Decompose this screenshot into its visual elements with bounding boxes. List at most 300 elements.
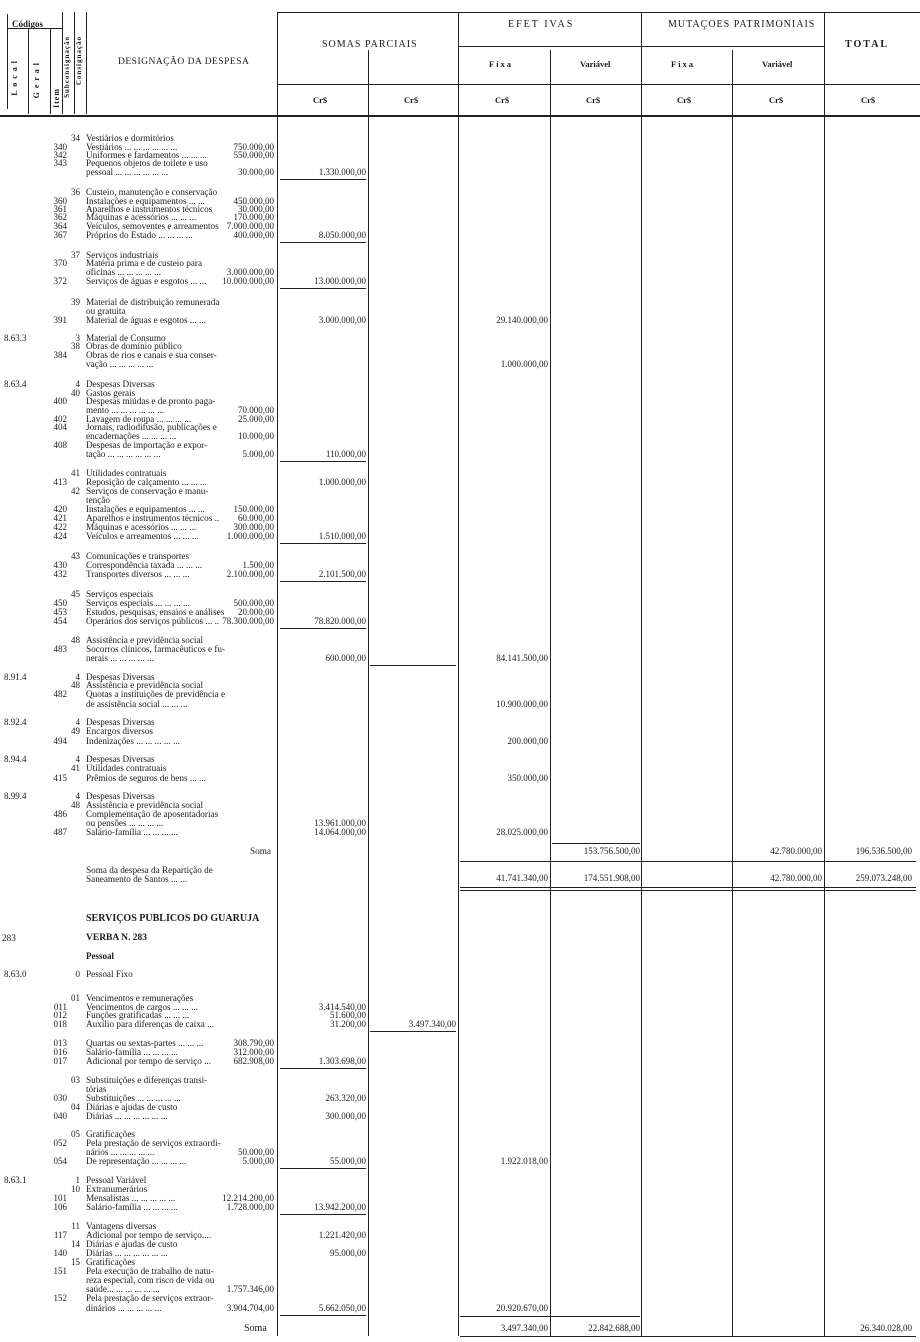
local-code: 8.92.4 bbox=[4, 717, 27, 727]
expense-description: Assistência e previdência social bbox=[86, 800, 204, 810]
subtotal-rule bbox=[280, 1068, 366, 1069]
expense-description: Despesas de importação e expor- bbox=[86, 440, 208, 450]
expense-description: tenção bbox=[86, 495, 110, 505]
amount-c1: 1.728.000,00 bbox=[226, 1202, 274, 1212]
expense-description: Serviços industriais bbox=[86, 250, 159, 260]
expense-description: Vencimentos de cargos ... ... ... bbox=[86, 1002, 199, 1012]
header-somas-parciais: SOMAS PARCIAIS bbox=[322, 39, 418, 50]
expense-description: Comunicações e transportes bbox=[86, 551, 190, 561]
consignacao-code: 4 bbox=[75, 672, 80, 682]
expense-description: Extranumerários bbox=[86, 1184, 148, 1194]
item-code: 430 bbox=[53, 560, 67, 570]
expense-description: Despesas miúdas e de pronto paga- bbox=[86, 396, 216, 406]
consignacao-code: 4 bbox=[75, 717, 80, 727]
header-fixa-2: Fixa bbox=[671, 59, 696, 69]
item-code: 424 bbox=[53, 531, 67, 541]
amount-c1: 10.000,00 bbox=[238, 431, 274, 441]
expense-description: Pequenos objetos de toilete e uso bbox=[86, 158, 208, 168]
reparticao-c6: 42.780.000,00 bbox=[770, 873, 822, 883]
currency-c5: Cr$ bbox=[677, 95, 692, 105]
amount-c1: 78.300.000,00 bbox=[222, 616, 274, 626]
item-code: 482 bbox=[53, 689, 67, 699]
consignacao-code: 34 bbox=[71, 133, 80, 143]
expense-description: Instalações e equipamentos ... ... bbox=[86, 504, 205, 514]
expense-description: Serviços de águas e esgotos ... ... bbox=[86, 276, 207, 286]
amount-c2: 78.820.000,00 bbox=[314, 616, 366, 626]
amount-c1: 25.000,00 bbox=[238, 414, 274, 424]
header-geral: G e r a l bbox=[32, 62, 41, 99]
expense-description: Pela prestação de serviços extraordi- bbox=[86, 1138, 221, 1148]
header-total: TOTAL bbox=[845, 39, 890, 50]
consignacao-code: 15 bbox=[71, 1257, 80, 1267]
currency-c6: Cr$ bbox=[769, 95, 784, 105]
consignacao-code: 14 bbox=[71, 1239, 80, 1249]
col-rule-geral bbox=[28, 28, 29, 114]
amount-c1: 70.000,00 bbox=[238, 405, 274, 415]
amount-c2: 31.200,00 bbox=[330, 1019, 366, 1029]
subtotal-rule bbox=[280, 581, 366, 582]
expense-description: saúde... ... ... ... ... ... bbox=[86, 1284, 160, 1294]
consignacao-code: 4 bbox=[75, 791, 80, 801]
header-efetivas: EFET IVAS bbox=[508, 19, 575, 30]
currency-c3: Cr$ bbox=[495, 95, 510, 105]
local-code: 8.99.4 bbox=[4, 791, 27, 801]
consignacao-code: 03 bbox=[71, 1075, 80, 1085]
col-rule-c3 bbox=[458, 12, 459, 1336]
amount-c2: 1.330.000,00 bbox=[318, 167, 366, 177]
amount-c1: 3.000.000,00 bbox=[226, 267, 274, 277]
expense-description: Diárias ... ... ... ... ... ... bbox=[86, 1111, 168, 1121]
header-item: Item bbox=[52, 88, 61, 108]
item-code: 140 bbox=[53, 1248, 67, 1258]
amount-c2: 51.600,00 bbox=[330, 1010, 366, 1020]
item-code: 054 bbox=[53, 1156, 67, 1166]
expense-description: dinários ... ... ... ... ... bbox=[86, 1303, 162, 1313]
subtotal-rule bbox=[280, 628, 366, 629]
expense-description: vação ... ... ... ... ... bbox=[86, 359, 154, 369]
expense-description: Máquinas e acessórios ... ... ... bbox=[86, 522, 197, 532]
header-rule-top bbox=[278, 12, 920, 13]
consignacao-code: 4 bbox=[75, 379, 80, 389]
reparticao-rule-bottom bbox=[460, 887, 916, 888]
expense-description: Serviços especiais ... ... ... ... bbox=[86, 598, 190, 608]
reparticao-c7: 259.073.248,00 bbox=[855, 873, 912, 883]
item-code: 483 bbox=[53, 644, 67, 654]
local-code: 8.94.4 bbox=[4, 754, 27, 764]
expense-description: nerais ... ... ... ... ... bbox=[86, 653, 154, 663]
item-code: 454 bbox=[53, 616, 67, 626]
consignacao-code: 39 bbox=[71, 297, 80, 307]
item-code: 391 bbox=[53, 315, 67, 325]
soma2-c7: 26.340.028,00 bbox=[860, 1323, 912, 1333]
amount-c2: 13.000.000,00 bbox=[314, 276, 366, 286]
expense-description: Veículos e arreamentos ... ... ... bbox=[86, 531, 199, 541]
pessoal-heading: Pessoal bbox=[86, 951, 114, 961]
amount-c4: 350.000,00 bbox=[507, 773, 548, 783]
expense-description: Substituições e diferenças transi- bbox=[86, 1075, 208, 1085]
header-codigos: Códigos bbox=[12, 19, 44, 29]
expense-description: Mensalistas ... ... ... ... ... bbox=[86, 1193, 176, 1203]
expense-description: Salário-família ... ... ... ... bbox=[86, 1202, 178, 1212]
expense-description: Gratificações bbox=[86, 1129, 135, 1139]
expense-description: Máquinas e acessórios ... ... ... bbox=[86, 212, 197, 222]
expense-description: Encargos diversos bbox=[86, 726, 153, 736]
amount-c4: 20.920.670,00 bbox=[496, 1303, 548, 1313]
soma-rule-c4 bbox=[552, 843, 640, 844]
amount-c1: 60.000,00 bbox=[238, 513, 274, 523]
item-code: 486 bbox=[53, 809, 67, 819]
item-code: 384 bbox=[53, 350, 67, 360]
consignacao-code: 10 bbox=[71, 1184, 80, 1194]
expense-description: Uniformes e fardamentos ... ... ... bbox=[86, 150, 207, 160]
expense-description: reza especial, com risco de vida ou bbox=[86, 1275, 215, 1285]
expense-description: Aparelhos e instrumentos técnicos bbox=[86, 204, 213, 214]
expense-description: Complementação de aposentadorias bbox=[86, 809, 219, 819]
expense-description: Transportes diversos ... ... ... bbox=[86, 569, 190, 579]
col-rule-c1 bbox=[277, 12, 278, 1336]
consignacao-code: 42 bbox=[71, 486, 80, 496]
expense-description: Assistência e previdência social bbox=[86, 680, 204, 690]
soma-c6: 42.780.000,00 bbox=[770, 846, 822, 856]
expense-description: Salário-família ... ... ... ... bbox=[86, 1047, 178, 1057]
consignacao-code: 49 bbox=[71, 726, 80, 736]
expense-description: Próprios do Estado ... ... ... ... bbox=[86, 230, 193, 240]
consignacao-code: 11 bbox=[71, 1221, 80, 1231]
reparticao-rule-bottom-2 bbox=[460, 890, 916, 891]
amount-c1: 5.000,00 bbox=[242, 1156, 274, 1166]
amount-c4: 28.025.000,00 bbox=[496, 827, 548, 837]
expense-description: de assistência social ... ... ... bbox=[86, 699, 188, 709]
expense-description: Substituições ... ... ... ... ... bbox=[86, 1093, 181, 1103]
col-rule-item bbox=[50, 28, 51, 114]
consignacao-code: 45 bbox=[71, 589, 80, 599]
expense-description: Operários dos serviços públicos ... .. bbox=[86, 616, 220, 626]
header-rule-bottom bbox=[0, 115, 920, 117]
item-code: 101 bbox=[53, 1193, 67, 1203]
expense-description: ou pensões ... ... ... ... bbox=[86, 818, 164, 828]
col-rule-desc bbox=[86, 12, 87, 114]
consignacao-code: 01 bbox=[71, 993, 80, 1003]
amount-c2: 1.510.000,00 bbox=[318, 531, 366, 541]
expense-description: De representação ... ... ... ... bbox=[86, 1156, 187, 1166]
consignacao-code: 37 bbox=[71, 250, 80, 260]
verba-code: 283 bbox=[2, 933, 16, 943]
expense-description: tação ... ... ... ... ... ... bbox=[86, 449, 161, 459]
item-code: 052 bbox=[53, 1138, 67, 1148]
item-code: 360 bbox=[53, 196, 67, 206]
expense-description: Pessoal Variável bbox=[86, 1175, 147, 1185]
expense-description: Vantagens diversas bbox=[86, 1221, 157, 1231]
item-code: 361 bbox=[53, 204, 67, 214]
amount-c4: 1.000.000,00 bbox=[500, 359, 548, 369]
amount-c1: 150.000,00 bbox=[233, 504, 274, 514]
expense-description: Instalações e equipamentos ... ... bbox=[86, 196, 205, 206]
expense-description: Correspondência taxada ... ... ... bbox=[86, 560, 203, 570]
expense-description: Estudos, pesquisas, ensaios e análises bbox=[86, 607, 225, 617]
expense-description: mento ... ... ... ... ... ... bbox=[86, 405, 165, 415]
expense-description: Material de distribuição remunerada bbox=[86, 297, 220, 307]
amount-c1: 12.214.200,00 bbox=[222, 1193, 274, 1203]
expense-description: Funções gratificadas ... ... ... bbox=[86, 1010, 190, 1020]
item-code: 415 bbox=[53, 773, 67, 783]
item-code: 422 bbox=[53, 522, 67, 532]
expense-description: Reposição de calçamento ... ... ... bbox=[86, 477, 207, 487]
expense-description: nários ... ... ... ... ... bbox=[86, 1147, 155, 1157]
amount-c1: 10.000.000,00 bbox=[222, 276, 274, 286]
subtotal-rule bbox=[280, 1214, 366, 1215]
expense-description: Gastos gerais bbox=[86, 388, 136, 398]
col-rule-c7 bbox=[824, 12, 825, 1336]
consignacao-code: 48 bbox=[71, 680, 80, 690]
item-code: 404 bbox=[53, 422, 67, 432]
expense-description: Serviços especiais bbox=[86, 589, 154, 599]
header-local: L o c a l bbox=[10, 60, 19, 96]
amount-c3: 3.497.340,00 bbox=[408, 1019, 456, 1029]
item-code: 400 bbox=[53, 396, 67, 406]
expense-description: Gratificações bbox=[86, 1257, 135, 1267]
expense-description: pessoal ... ... ... ... ... ... bbox=[86, 167, 169, 177]
expense-description: oficinas ... ... ... ... ... bbox=[86, 267, 162, 277]
soma2-c4: 22.842.688,00 bbox=[588, 1323, 640, 1333]
expense-description: Utilidades contratuais bbox=[86, 468, 167, 478]
item-code: 402 bbox=[53, 414, 67, 424]
header-variavel-2: Variável bbox=[762, 59, 793, 69]
item-code: 408 bbox=[53, 440, 67, 450]
currency-c4: Cr$ bbox=[586, 95, 601, 105]
header-rule-sub bbox=[278, 84, 920, 85]
col-rule-c4 bbox=[550, 50, 551, 1336]
item-code: 017 bbox=[53, 1056, 67, 1066]
item-code: 151 bbox=[53, 1266, 67, 1276]
item-code: 011 bbox=[53, 1002, 67, 1012]
expense-description: Aparelhos e instrumentos técnicos .. bbox=[86, 513, 220, 523]
soma-label: Soma bbox=[250, 846, 271, 856]
subtotal-rule bbox=[280, 543, 366, 544]
item-code: 343 bbox=[53, 158, 67, 168]
amount-c1: 750.000,00 bbox=[233, 142, 274, 152]
item-code: 421 bbox=[53, 513, 67, 523]
expense-description: Jornais, radiodifusão, publicações e bbox=[86, 422, 217, 432]
amount-c2: 55.000,00 bbox=[330, 1156, 366, 1166]
amount-c2: 300.000,00 bbox=[325, 1111, 366, 1121]
amount-c1: 1.000.000,00 bbox=[226, 531, 274, 541]
amount-c2: 5.662.050,00 bbox=[318, 1303, 366, 1313]
amount-c2: 3.414.540,00 bbox=[318, 1002, 366, 1012]
amount-c1: 1.757.346,00 bbox=[226, 1284, 274, 1294]
expense-description: Despesas Diversas bbox=[86, 379, 155, 389]
amount-c2: 8.050.000,00 bbox=[318, 230, 366, 240]
expense-description: tórias bbox=[86, 1084, 107, 1094]
item-code: 340 bbox=[53, 142, 67, 152]
expense-description: Auxílio para diferenças de caixa ... bbox=[86, 1019, 215, 1029]
expense-description: Diárias e ajudas de custo bbox=[86, 1102, 178, 1112]
amount-c1: 550.000,00 bbox=[233, 150, 274, 160]
expense-description: Indenizações ... ... ... ... ... bbox=[86, 736, 180, 746]
amount-c2: 3.000.000,00 bbox=[318, 315, 366, 325]
consignacao-code: 04 bbox=[71, 1102, 80, 1112]
subtotal-rule bbox=[370, 1031, 456, 1032]
expense-description: Vestiários e dormitórios bbox=[86, 133, 174, 143]
expense-description: Despesas Diversas bbox=[86, 791, 155, 801]
currency-c1: Cr$ bbox=[313, 95, 328, 105]
col-rule-c2 bbox=[368, 50, 369, 1336]
expense-description: Material de Consumo bbox=[86, 333, 166, 343]
local-code: 8.91.4 bbox=[4, 672, 27, 682]
amount-c1: 7.000.000,00 bbox=[226, 221, 274, 231]
expense-description: Pela execução de trabalho de natu- bbox=[86, 1266, 214, 1276]
item-code: 012 bbox=[53, 1010, 67, 1020]
amount-c1: 50.000,00 bbox=[238, 1147, 274, 1157]
soma2-rule-bottom bbox=[460, 1336, 916, 1337]
consignacao-code: 0 bbox=[75, 969, 80, 979]
item-code: 450 bbox=[53, 598, 67, 608]
amount-c2: 263.320,00 bbox=[325, 1093, 366, 1103]
amount-c2: 1.221.420,00 bbox=[318, 1230, 366, 1240]
item-code: 013 bbox=[53, 1038, 67, 1048]
consignacao-code: 40 bbox=[71, 388, 80, 398]
amount-c4: 10.900.000,00 bbox=[496, 699, 548, 709]
amount-c1: 312.000,00 bbox=[233, 1047, 274, 1057]
amount-c2: 95.000,00 bbox=[330, 1248, 366, 1258]
amount-c2: 13.961.000,00 bbox=[314, 818, 366, 828]
consignacao-code: 48 bbox=[71, 800, 80, 810]
amount-c1: 500.000,00 bbox=[233, 598, 274, 608]
currency-c7: Cr$ bbox=[861, 95, 876, 105]
consignacao-code: 43 bbox=[71, 551, 80, 561]
amount-c1: 1.500,00 bbox=[242, 560, 274, 570]
item-code: 487 bbox=[53, 827, 67, 837]
expense-description: Vencimentos e remunerações bbox=[86, 993, 194, 1003]
currency-c2: Cr$ bbox=[404, 95, 419, 105]
soma2-label: Soma bbox=[244, 1323, 267, 1334]
expense-description: Pessoal Fixo bbox=[86, 969, 133, 979]
consignacao-code: 1 bbox=[75, 1175, 80, 1185]
header-mutacoes: MUTAÇOES PATRIMONIAIS bbox=[668, 19, 816, 30]
expense-description: Salário-família ... ... ... ... bbox=[86, 827, 178, 837]
header-fixa: Fixa bbox=[489, 59, 514, 69]
expense-description: Adicional por tempo de serviço ... bbox=[86, 1056, 212, 1066]
guaruja-title: SERVIÇOS PUBLICOS DO GUARUJA bbox=[86, 913, 260, 924]
item-code: 370 bbox=[53, 258, 67, 268]
expense-description: Obras de rios e canais e sua conser- bbox=[86, 350, 217, 360]
amount-c1: 5.000,00 bbox=[242, 449, 274, 459]
item-code: 420 bbox=[53, 504, 67, 514]
item-code: 367 bbox=[53, 230, 67, 240]
amount-c1: 450.000,00 bbox=[233, 196, 274, 206]
expense-description: Utilidades contratuais bbox=[86, 763, 167, 773]
item-code: 040 bbox=[53, 1111, 67, 1121]
item-code: 372 bbox=[53, 276, 67, 286]
item-code: 106 bbox=[53, 1202, 67, 1212]
item-code: 016 bbox=[53, 1047, 67, 1057]
header-rule-efet bbox=[458, 46, 824, 47]
consignacao-code: 38 bbox=[71, 341, 80, 351]
amount-c4: 84.141.500,00 bbox=[496, 653, 548, 663]
expense-description: Lavagem de roupa ... ... ... ... bbox=[86, 414, 192, 424]
amount-c1: 2.100.000,00 bbox=[226, 569, 274, 579]
item-code: 364 bbox=[53, 221, 67, 231]
expense-description: Quartas ou sextas-partes ... ... ... bbox=[86, 1038, 204, 1048]
amount-c1: 400.000,00 bbox=[233, 230, 274, 240]
soma2-c3: 3.497.340,00 bbox=[500, 1323, 548, 1333]
amount-c1: 308.790,00 bbox=[233, 1038, 274, 1048]
amount-c2: 1.000.000,00 bbox=[318, 477, 366, 487]
amount-c2: 2.101.500,00 bbox=[318, 569, 366, 579]
reparticao-c3: 41.741.340,00 bbox=[496, 873, 548, 883]
expense-description: Adicional por tempo de serviço.... bbox=[86, 1230, 212, 1240]
amount-c1: 30.000,00 bbox=[238, 167, 274, 177]
expense-description: Assistência e previdência social bbox=[86, 635, 204, 645]
reparticao-rule-top bbox=[460, 861, 916, 862]
item-code: 117 bbox=[53, 1230, 67, 1240]
expense-description: Despesas Diversas bbox=[86, 672, 155, 682]
item-code: 342 bbox=[53, 150, 67, 160]
expense-description: Serviços de conservação e manu- bbox=[86, 486, 209, 496]
soma-reparticao-line2: Saneamento de Santos ... ... bbox=[86, 874, 188, 884]
consignacao-code: 41 bbox=[71, 763, 80, 773]
item-code: 152 bbox=[53, 1293, 67, 1303]
amount-c2: 110.000,00 bbox=[325, 449, 366, 459]
subtotal-rule bbox=[280, 242, 366, 243]
soma2-rule-top bbox=[460, 1316, 640, 1317]
amount-c1: 20.000,00 bbox=[238, 607, 274, 617]
local-code: 8.63.0 bbox=[4, 969, 27, 979]
amount-c1: 30.000,00 bbox=[238, 204, 274, 214]
subtotal-rule bbox=[280, 461, 366, 462]
item-code: 494 bbox=[53, 736, 67, 746]
expense-description: Despesas Diversas bbox=[86, 717, 155, 727]
expense-description: Quotas a instituições de previdência e bbox=[86, 689, 226, 699]
subtotal-rule bbox=[280, 288, 366, 289]
subtotal-rule bbox=[280, 1168, 366, 1169]
amount-c2: 1.303.698,00 bbox=[318, 1056, 366, 1066]
expense-description: Diárias e ajudas de custo bbox=[86, 1239, 178, 1249]
col-rule-c6 bbox=[732, 50, 733, 1336]
header-consignacao: Consignação bbox=[75, 36, 83, 86]
local-code: 8.63.1 bbox=[4, 1175, 27, 1185]
consignacao-code: 4 bbox=[75, 754, 80, 764]
header-designacao: DESIGNAÇÃO DA DESPESA bbox=[118, 57, 250, 67]
amount-c1: 3.904.704,00 bbox=[226, 1303, 274, 1313]
item-code: 030 bbox=[53, 1093, 67, 1103]
soma-c7: 196.536.500,00 bbox=[855, 846, 912, 856]
item-code: 413 bbox=[53, 477, 67, 487]
soma-reparticao-line1: Soma da despesa da Repartição de bbox=[86, 865, 213, 875]
amount-c4: 29.140.000,00 bbox=[496, 315, 548, 325]
amount-c1: 170.000,00 bbox=[233, 212, 274, 222]
amount-c2: 13.942.200,00 bbox=[314, 1202, 366, 1212]
amount-c1: 682.908,00 bbox=[233, 1056, 274, 1066]
soma-c4: 153.756.500,00 bbox=[583, 846, 640, 856]
amount-c2: 14.064.000,00 bbox=[314, 827, 366, 837]
consignacao-code: 48 bbox=[71, 635, 80, 645]
consignacao-code: 3 bbox=[75, 333, 80, 343]
expense-description: Socorros clínicos, farmacêuticos e fu- bbox=[86, 644, 226, 654]
amount-c4: 1.922.018,00 bbox=[500, 1156, 548, 1166]
header-subconsignacao: Subconsignação bbox=[63, 36, 71, 98]
local-code: 8.63.4 bbox=[4, 379, 27, 389]
expense-description: Pela prestação de serviços extraor- bbox=[86, 1293, 214, 1303]
header-variavel: Variável bbox=[580, 59, 611, 69]
expense-description: Diárias ... ... ... ... ... ... bbox=[86, 1248, 168, 1258]
expense-description: ou gratuita bbox=[86, 306, 126, 316]
amount-c4: 200.000,00 bbox=[507, 736, 548, 746]
local-code: 8.63.3 bbox=[4, 333, 27, 343]
reparticao-c4: 174.551.908,00 bbox=[583, 873, 640, 883]
amount-c1: 300.000,00 bbox=[233, 522, 274, 532]
expense-description: encadernações ... ... ... ... bbox=[86, 431, 177, 441]
expense-description: Custeio, manutenção e conservação bbox=[86, 187, 218, 197]
